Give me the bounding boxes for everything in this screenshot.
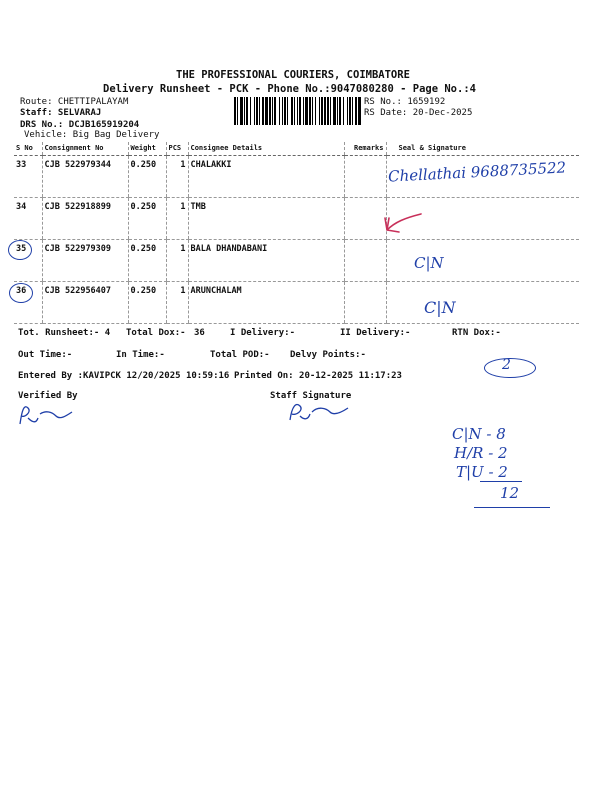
cell-consignee: ARUNCHALAM [188, 282, 344, 324]
barcode-bar [291, 97, 293, 125]
cell-remarks [344, 282, 386, 324]
cell-consignee: TMB [188, 198, 344, 240]
cell-weight: 0.250 [128, 240, 166, 282]
barcode-bar [305, 97, 308, 125]
barcode-bar [279, 97, 280, 125]
red-arrow-mark [383, 208, 427, 238]
barcode-bar [282, 97, 283, 125]
barcode-bar [237, 97, 238, 125]
i-delivery: I Delivery:- [230, 328, 296, 338]
barcode-bar [327, 97, 329, 125]
cell-pcs: 1 [166, 240, 188, 282]
cell-consignee: CHALAKKI [188, 156, 344, 198]
cell-weight: 0.250 [128, 282, 166, 324]
circled-count-number: 2 [502, 357, 511, 373]
cell-consignment: CJB 522979309 [42, 240, 128, 282]
header-seal-signature: Seal & Signature [386, 142, 579, 156]
barcode-bar [254, 97, 255, 125]
tot-runsheet: Tot. Runsheet:- 4 [18, 328, 111, 338]
barcode-bar [265, 97, 268, 125]
barcode-bar [284, 97, 286, 125]
tally-underline [474, 507, 550, 508]
row36-circle-mark [9, 283, 33, 303]
barcode-bar [259, 97, 260, 125]
total-dox-value: 36 [194, 328, 205, 338]
barcode-bar [333, 97, 336, 125]
cell-remarks [344, 156, 386, 198]
table-header-row [14, 142, 579, 156]
drs-label-text: DRS No.: [20, 120, 64, 130]
header-consignment: Consignment No [42, 142, 128, 156]
cell-sno: 33 [14, 156, 42, 198]
cell-consignee: BALA DHANDABANI [188, 240, 344, 282]
rs-date: RS Date: 20-Dec-2025 [364, 108, 473, 118]
rtn-dox: RTN Dox:- [452, 328, 501, 338]
staff-signature-scribble [284, 398, 354, 428]
cell-signature [386, 282, 579, 324]
barcode-bar [256, 97, 258, 125]
barcode-graphic [234, 97, 361, 125]
barcode-bar [297, 97, 298, 125]
barcode-bar [312, 97, 313, 125]
tally-line-2: H/R - 2 [454, 444, 508, 462]
table-row [14, 198, 579, 240]
runsheet-subtitle: Delivery Runsheet - PCK - Phone No.:9047080280 - Page No.:4 [103, 83, 476, 95]
route-label: Route: CHETTIPALAYAM [20, 97, 129, 107]
drs-number: DCJB165919204 [68, 120, 140, 130]
tally-line-3: T|U - 2 [456, 463, 508, 481]
cell-consignment: CJB 522918899 [42, 198, 128, 240]
barcode-bar [234, 97, 236, 125]
barcode-bar [309, 97, 311, 125]
entered-by: Entered By :KAVIPCK 12/20/2025 10:59:16 [18, 371, 230, 381]
barcode-bar [244, 97, 245, 125]
company-title: THE PROFESSIONAL COURIERS, COIMBATORE [176, 69, 410, 81]
total-dox-label: Total Dox:- [126, 328, 186, 338]
verified-by: Verified By [18, 391, 78, 401]
out-time: Out Time:- [18, 350, 73, 360]
delvy-points: Delvy Points:- [290, 350, 366, 360]
staff-label: Staff: SELVARAJ [20, 108, 102, 118]
barcode-bar [330, 97, 331, 125]
barcode-bar [303, 97, 304, 125]
tally-line-1: C|N - 8 [452, 425, 506, 443]
barcode-bar [321, 97, 323, 125]
header-sno: S No [14, 142, 42, 156]
header-consignee: Consignee Details [188, 142, 344, 156]
drs-label [20, 120, 139, 130]
barcode-bar [352, 97, 353, 125]
barcode-bar [343, 97, 344, 125]
barcode-bar [262, 97, 264, 125]
barcode-bar [324, 97, 326, 125]
handwritten-note-row35: C|N [414, 254, 444, 272]
handwritten-signature-row33: Chellathai 9688735522 [387, 158, 567, 186]
barcode-bar [250, 97, 251, 125]
handwritten-note-row36: C|N [424, 298, 456, 317]
cell-weight: 0.250 [128, 156, 166, 198]
cell-pcs: 1 [166, 198, 188, 240]
barcode-bar [339, 97, 341, 125]
cell-weight: 0.250 [128, 198, 166, 240]
in-time: In Time:- [116, 350, 165, 360]
barcode-bar [315, 97, 316, 125]
barcode-bar [287, 97, 288, 125]
cell-sno: 36 [14, 282, 42, 324]
barcode [234, 97, 361, 125]
tally-divider [480, 481, 522, 482]
tally-total: 12 [500, 484, 520, 502]
printed-on: Printed On: 20-12-2025 11:17:23 [234, 371, 402, 381]
table-row [14, 240, 579, 282]
cell-remarks [344, 240, 386, 282]
verified-by-signature [16, 400, 76, 430]
ii-delivery: II Delivery:- [340, 328, 411, 338]
cell-consignment: CJB 522956407 [42, 282, 128, 324]
barcode-bar [272, 97, 273, 125]
barcode-bar [294, 97, 295, 125]
cell-remarks [344, 198, 386, 240]
row35-circle-mark [8, 240, 32, 260]
staff-signature-label: Staff Signature [270, 391, 352, 401]
cell-pcs: 1 [166, 282, 188, 324]
cell-sno: 35 [14, 240, 42, 282]
header-weight: Weight [128, 142, 166, 156]
barcode-bar [349, 97, 351, 125]
barcode-bar [319, 97, 320, 125]
barcode-bar [240, 97, 243, 125]
cell-consignment: CJB 522979344 [42, 156, 128, 198]
cell-pcs: 1 [166, 156, 188, 198]
vehicle-label: Vehicle: Big Bag Delivery [24, 130, 160, 140]
header-pcs: PCS [166, 142, 188, 156]
rs-number: RS No.: 1659192 [364, 97, 446, 107]
barcode-bar [355, 97, 357, 125]
header-remarks: Remarks [344, 142, 386, 156]
barcode-bar [246, 97, 248, 125]
cell-sno: 34 [14, 198, 42, 240]
barcode-bar [274, 97, 276, 125]
barcode-bar [299, 97, 301, 125]
barcode-bar [358, 97, 361, 125]
barcode-bar [347, 97, 348, 125]
barcode-bar [337, 97, 338, 125]
total-pod: Total POD:- [210, 350, 270, 360]
table-row [14, 282, 579, 324]
barcode-bar [269, 97, 271, 125]
